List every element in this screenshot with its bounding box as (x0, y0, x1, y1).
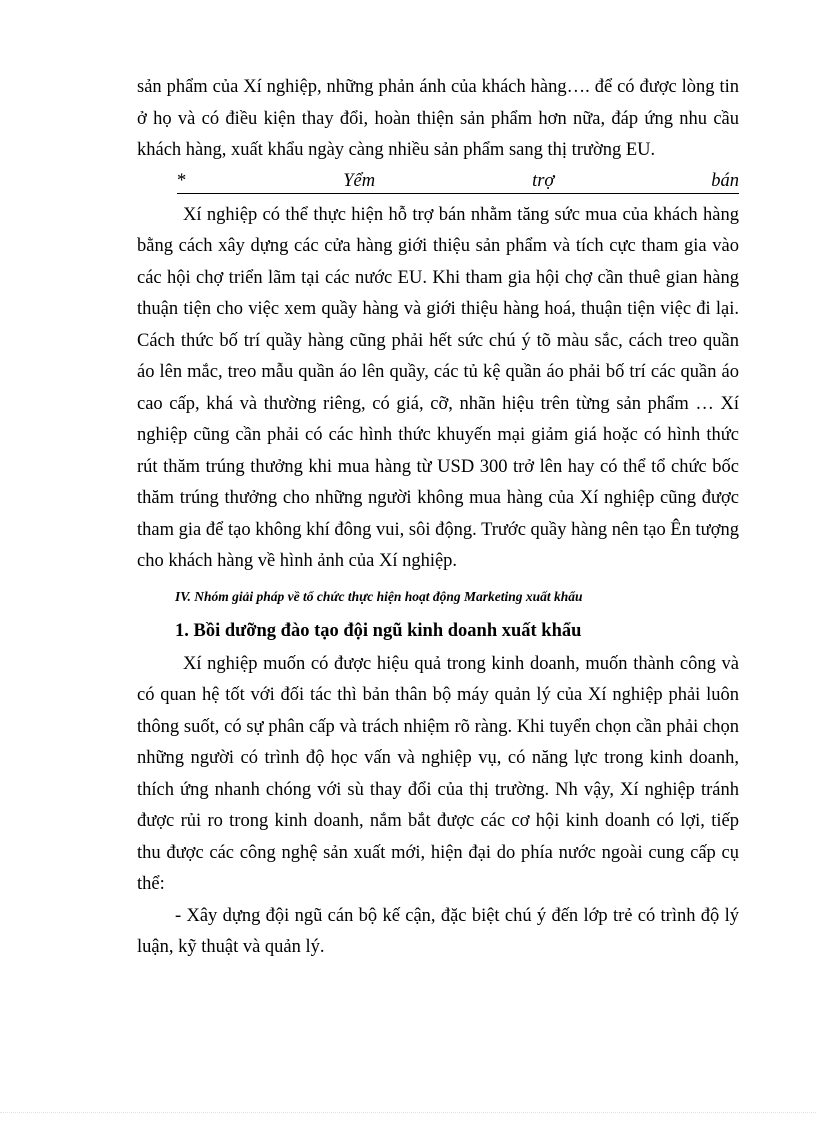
document-body (137, 72, 739, 964)
section-heading: IV. Nhóm giải pháp về tổ chức thực hiện hoạt động Marketing xuất khẩu (175, 588, 583, 604)
bullet-item: - Xây dựng đội ngũ cán bộ kế cận, đặc biệt chú ý đến lớp trẻ có trình độ lý luận, kỹ thuật và quản lý. (137, 905, 739, 957)
support-heading (177, 171, 739, 194)
support-heading-word-2: trợ (532, 170, 555, 191)
paragraph-training: Xí nghiệp muốn có được hiệu quả trong kinh doanh, muốn thành công và có quan hệ tốt với đối tác thì bản thân bộ máy quản lý của Xí nghiệp phải luôn thông suốt, có sự phân cấp và trách nhiệm rõ ràng. Khi tuyển chọn cần phải chọn những người có trình độ học vấn và nghiệp vụ, có năng lực trong kinh doanh, thích ứng nhanh chóng với sù thay đổi của thị trường. Nh vậy, Xí nghiệp tránh được rủi ro trong kinh doanh, nắm bắt được các cơ hội kinh doanh có lợi, tiếp thu được các công nghệ sản xuất mới, hiện đại do phía nước ngoài cung cấp cụ thể: (137, 653, 739, 894)
page-bottom-divider (0, 1112, 816, 1113)
paragraph-continuation: sản phẩm của Xí nghiệp, những phản ánh của khách hàng…. để có được lòng tin ở họ và có điều kiện thay đổi, hoàn thiện sản phẩm hơn nữa, đáp ứng nhu cầu khách hàng, xuất khẩu ngày càng nhiều sản phẩm sang thị trường EU. (137, 77, 739, 160)
subsection-heading: 1. Bồi dưỡng đào tạo đội ngũ kinh doanh xuất khẩu (175, 620, 582, 641)
support-heading-word-1: Yểm (343, 170, 376, 191)
support-heading-star: * (177, 170, 187, 191)
paragraph-sales-support: Xí nghiệp có thể thực hiện hỗ trợ bán nhằm tăng sức mua của khách hàng bằng cách xây dựng các cửa hàng giới thiệu sản phẩm và tích cực tham gia vào các hội chợ triển lãm tại các nước EU. Khi tham gia hội chợ cần thuê gian hàng thuận tiện cho việc xem quầy hàng và giới thiệu hàng hoá, thuận tiện việc đi lại. Cách thức bố trí quầy hàng cũng phải hết sức chú ý tõ màu sắc, cách treo quần áo lên mắc, treo mẫu quần áo lên quầy, các tủ kệ quần áo phải bố trí các quần áo cao cấp, khá và thường riêng, có giá, cỡ, nhãn hiệu trên từng sản phẩm … Xí nghiệp cũng cần phải có các hình thức khuyến mại giảm giá hoặc có hình thức rút thăm trúng thưởng khi mua hàng từ USD 300 trở lên hay có thể tổ chức bốc thăm trúng thưởng cho những người không mua hàng của Xí nghiệp cũng được tham gia để tạo không khí đông vui, sôi động. Trước quầy hàng nên tạo Ên tượng cho khách hàng về hình ảnh của Xí nghiệp. (137, 204, 739, 571)
support-heading-word-3: bán (711, 170, 739, 191)
